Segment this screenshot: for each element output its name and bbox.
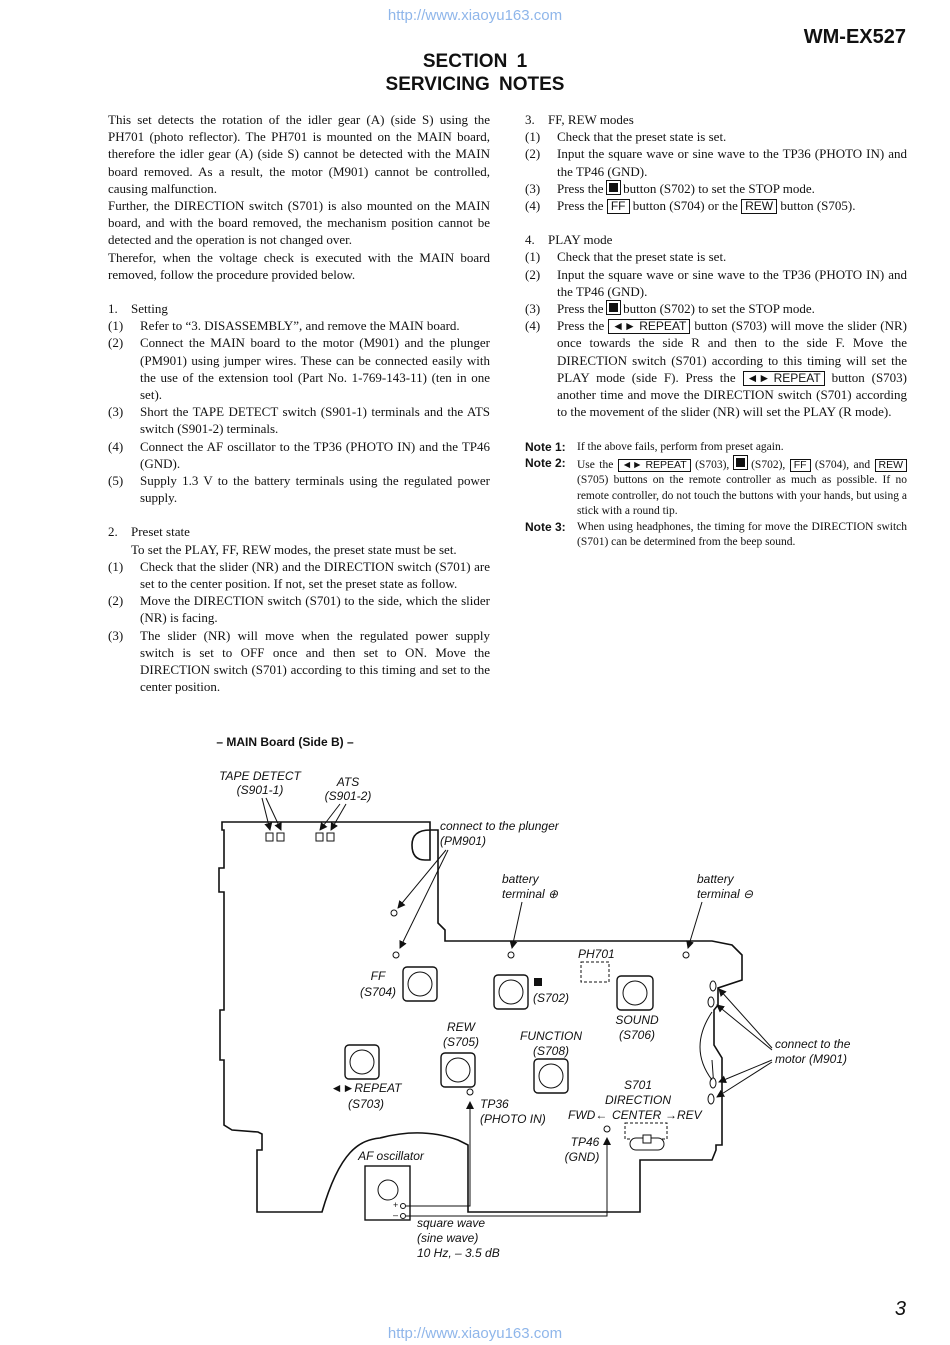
play-step: (2) Input the square wave or sine wave to the TP36 (PHOTO IN) and the TP46 (GND). <box>525 266 907 299</box>
stop-key-icon <box>607 301 620 314</box>
battery-plus-terminal <box>508 952 514 958</box>
ffrew-step: (1) Check that the preset state is set. <box>525 129 727 145</box>
label-repeat: ◄►REPEAT <box>330 1081 402 1095</box>
label-center: CENTER <box>612 1108 662 1122</box>
switch-repeat-s703 <box>345 1045 379 1079</box>
label-tp46: TP46 <box>570 1135 600 1149</box>
intro-paragraph: This set detects the rotation of the idler gear (A) (side S) using the PH701 (photo reflector). The PH701 is mounted on the MAIN board, therefore the idler gear (A) (side S) cannot be detected with the MAIN board removed. As a result, the motor (M901) cannot be controlled, causing malfunction. <box>108 112 490 196</box>
section-number: SECTION 1 <box>422 51 528 72</box>
preset-step: (1) Check that the slider (NR) and the DIRECTION switch (S701) are set to the center position. If not, set the preset state as follow. <box>108 558 490 592</box>
ph701-outline <box>581 962 609 982</box>
label-sound: SOUND <box>615 1013 659 1027</box>
label-repeat-ref: (S703) <box>347 1097 385 1111</box>
label-tape-detect-ref: (S901-1) <box>236 783 284 797</box>
setting-step: (5) Supply 1.3 V to the battery terminals using the regulated power supply. <box>108 473 490 506</box>
label-ff-ref: (S704) <box>359 985 397 999</box>
page-title <box>0 50 950 96</box>
ff-key-label: FF <box>607 199 630 214</box>
pad-ats-2 <box>327 833 334 841</box>
ffrew-step: (2) Input the square wave or sine wave to the TP36 (PHOTO IN) and the TP46 (GND). <box>525 146 907 179</box>
tp46-terminal <box>604 1126 610 1132</box>
switch-sound-s706 <box>617 976 653 1010</box>
osc-plus-sign: + <box>393 1200 399 1210</box>
diagram-title: – MAIN Board (Side B) – <box>216 735 354 749</box>
rew-key-label: REW <box>875 459 908 472</box>
pad-tape-detect-1 <box>266 833 273 841</box>
ffrew-step: (3) Press the button (S702) to set the STOP mode. <box>525 180 815 196</box>
setting-heading: 1. Setting <box>108 301 168 317</box>
pad-ats-1 <box>316 833 323 841</box>
label-tp36: TP36 <box>480 1097 509 1111</box>
setting-step: (3) Short the TAPE DETECT switch (S901-1) terminals and the ATS switch (S901-2) terminals. <box>108 404 490 437</box>
setting-step: (2) Connect the MAIN board to the motor (M901) and the plunger (PM901) using jumper wires. These can be connected easily with the use of the extension tool (Part No. 1-769-143-11) (ten in one set). <box>108 335 490 403</box>
source-url-bottom[interactable]: http://www.xiaoyu163.com <box>387 1325 563 1342</box>
note-1: Note 1: If the above fails, perform from preset again. <box>525 440 784 455</box>
preset-intro: To set the PLAY, FF, REW modes, the preset state must be set. <box>131 541 457 557</box>
left-column <box>108 111 490 696</box>
play-heading: 4. PLAY mode <box>525 232 613 248</box>
switch-rew-s705 <box>441 1053 475 1087</box>
label-wave: square wave <box>417 1216 486 1230</box>
label-function: FUNCTION <box>520 1029 582 1043</box>
label-tp46-ref: (GND) <box>564 1150 600 1164</box>
label-s701: S701 <box>623 1078 653 1092</box>
label-ff: FF <box>370 969 386 983</box>
setting-step: (1) Refer to “3. DISASSEMBLY”, and remove the MAIN board. <box>108 318 460 334</box>
model-number: WM-EX527 <box>803 26 906 48</box>
plunger-terminal <box>393 952 399 958</box>
note-3: Note 3: When using headphones, the timing for move the DIRECTION switch (S701) can be determined from the beep sound. <box>525 519 907 549</box>
pad-tape-detect-2 <box>277 833 284 841</box>
ffrew-heading: 3. FF, REW modes <box>525 112 634 127</box>
label-wave-alt: (sine wave) <box>417 1231 479 1245</box>
stop-symbol-icon <box>534 978 542 986</box>
label-ats-ref: (S901-2) <box>324 789 372 803</box>
plunger-terminal <box>391 910 397 916</box>
label-battery-plus: battery <box>502 872 539 886</box>
label-rew-ref: (S705) <box>442 1035 480 1049</box>
label-fwd: FWD← <box>568 1108 608 1122</box>
label-plunger-ref: (PM901) <box>440 834 487 848</box>
label-stop-ref: (S702) <box>533 991 570 1005</box>
section-title: SERVICING NOTES <box>385 74 565 95</box>
af-oscillator <box>365 1166 410 1220</box>
preset-heading: 2. Preset state <box>108 524 190 540</box>
motor-terminal <box>708 1094 714 1104</box>
source-url-top[interactable]: http://www.xiaoyu163.com <box>387 7 563 24</box>
motor-terminal <box>710 981 716 991</box>
ffrew-step: (4) Press the FF button (S704) or the REW button (S705). <box>525 198 856 214</box>
osc-minus-sign: – <box>393 1210 399 1220</box>
label-motor: connect to the <box>775 1037 851 1051</box>
tp36-terminal <box>467 1089 473 1095</box>
switch-stop-s702 <box>494 975 528 1009</box>
right-column <box>525 111 907 551</box>
label-rev: →REV <box>665 1108 702 1122</box>
label-sound-ref: (S706) <box>618 1028 656 1042</box>
label-direction: DIRECTION <box>605 1093 671 1107</box>
main-board-diagram <box>0 730 950 1270</box>
label-function-ref: (S708) <box>532 1044 570 1058</box>
repeat-key-label: ◄► REPEAT <box>618 459 691 472</box>
board-outline <box>219 822 742 1212</box>
ff-key-label: FF <box>790 459 811 472</box>
label-battery-plus-ref: terminal ⊕ <box>502 887 559 901</box>
label-plunger: connect to the plunger <box>440 819 559 833</box>
repeat-key-label: ◄► REPEAT <box>743 371 825 386</box>
label-af-oscillator: AF oscillator <box>358 1149 424 1163</box>
preset-step: (3) The slider (NR) will move when the regulated power supply switch is set to OFF once and then set to ON. Move the DIRECTION switch (S701) according to this timing and set to the center position. <box>108 627 490 695</box>
label-battery-minus: battery <box>697 872 734 886</box>
play-step: (1) Check that the preset state is set. <box>525 249 727 265</box>
stop-key-icon <box>734 456 747 469</box>
page-number: 3 <box>894 1298 906 1320</box>
play-step: (4) Press the ◄► REPEAT button (S703) will move the slider (NR) once towards the side R and then to the side F. Move the DIRECTION switch (S701) according to this timing will set the PLAY mode (side F). Press the ◄► REPEAT button (S703) another time and move the DIRECTION switch (S701) according to the movement of the slider (NR) will set the PLAY (R mode). <box>525 318 908 420</box>
label-ph701: PH701 <box>578 947 615 961</box>
motor-terminal <box>710 1078 716 1088</box>
battery-minus-terminal <box>683 952 689 958</box>
motor-terminal <box>708 997 714 1007</box>
label-wave-spec: 10 Hz, – 3.5 dB <box>417 1246 500 1260</box>
label-rew: REW <box>447 1020 475 1034</box>
play-step: (3) Press the button (S702) to set the STOP mode. <box>525 301 815 317</box>
intro-paragraph: Therefor, when the voltage check is executed with the MAIN board removed, follow the procedure provided below. <box>108 249 490 282</box>
setting-step: (4) Connect the AF oscillator to the TP36 (PHOTO IN) and the TP46 (GND). <box>108 438 490 471</box>
switch-function-s708 <box>534 1059 568 1093</box>
preset-step: (2) Move the DIRECTION switch (S701) to the side, which the slider (NR) is facing. <box>108 593 490 626</box>
stop-key-icon <box>607 181 620 194</box>
label-motor-ref: motor (M901) <box>775 1052 848 1066</box>
note-2: Note 2: Use the ◄► REPEAT (S703), (S702), FF (S704), and REW (S705) buttons on the remote controller as much as possible. If no remote controller, do not touch the buttons with your hands, but using a stick with a round tip. <box>525 455 907 518</box>
label-tape-detect: TAPE DETECT <box>219 769 301 783</box>
rew-key-label: REW <box>741 199 777 214</box>
label-tp36-ref: (PHOTO IN) <box>480 1112 546 1126</box>
repeat-key-label: ◄► REPEAT <box>608 319 690 334</box>
intro-paragraph: Further, the DIRECTION switch (S701) is also mounted on the MAIN board, and with the board removed, the mechanism position cannot be detected and the operation is not changed over. <box>108 198 490 248</box>
label-ats: ATS <box>336 775 360 789</box>
switch-ff-s704 <box>403 967 437 1001</box>
label-battery-minus-ref: terminal ⊖ <box>697 887 754 901</box>
